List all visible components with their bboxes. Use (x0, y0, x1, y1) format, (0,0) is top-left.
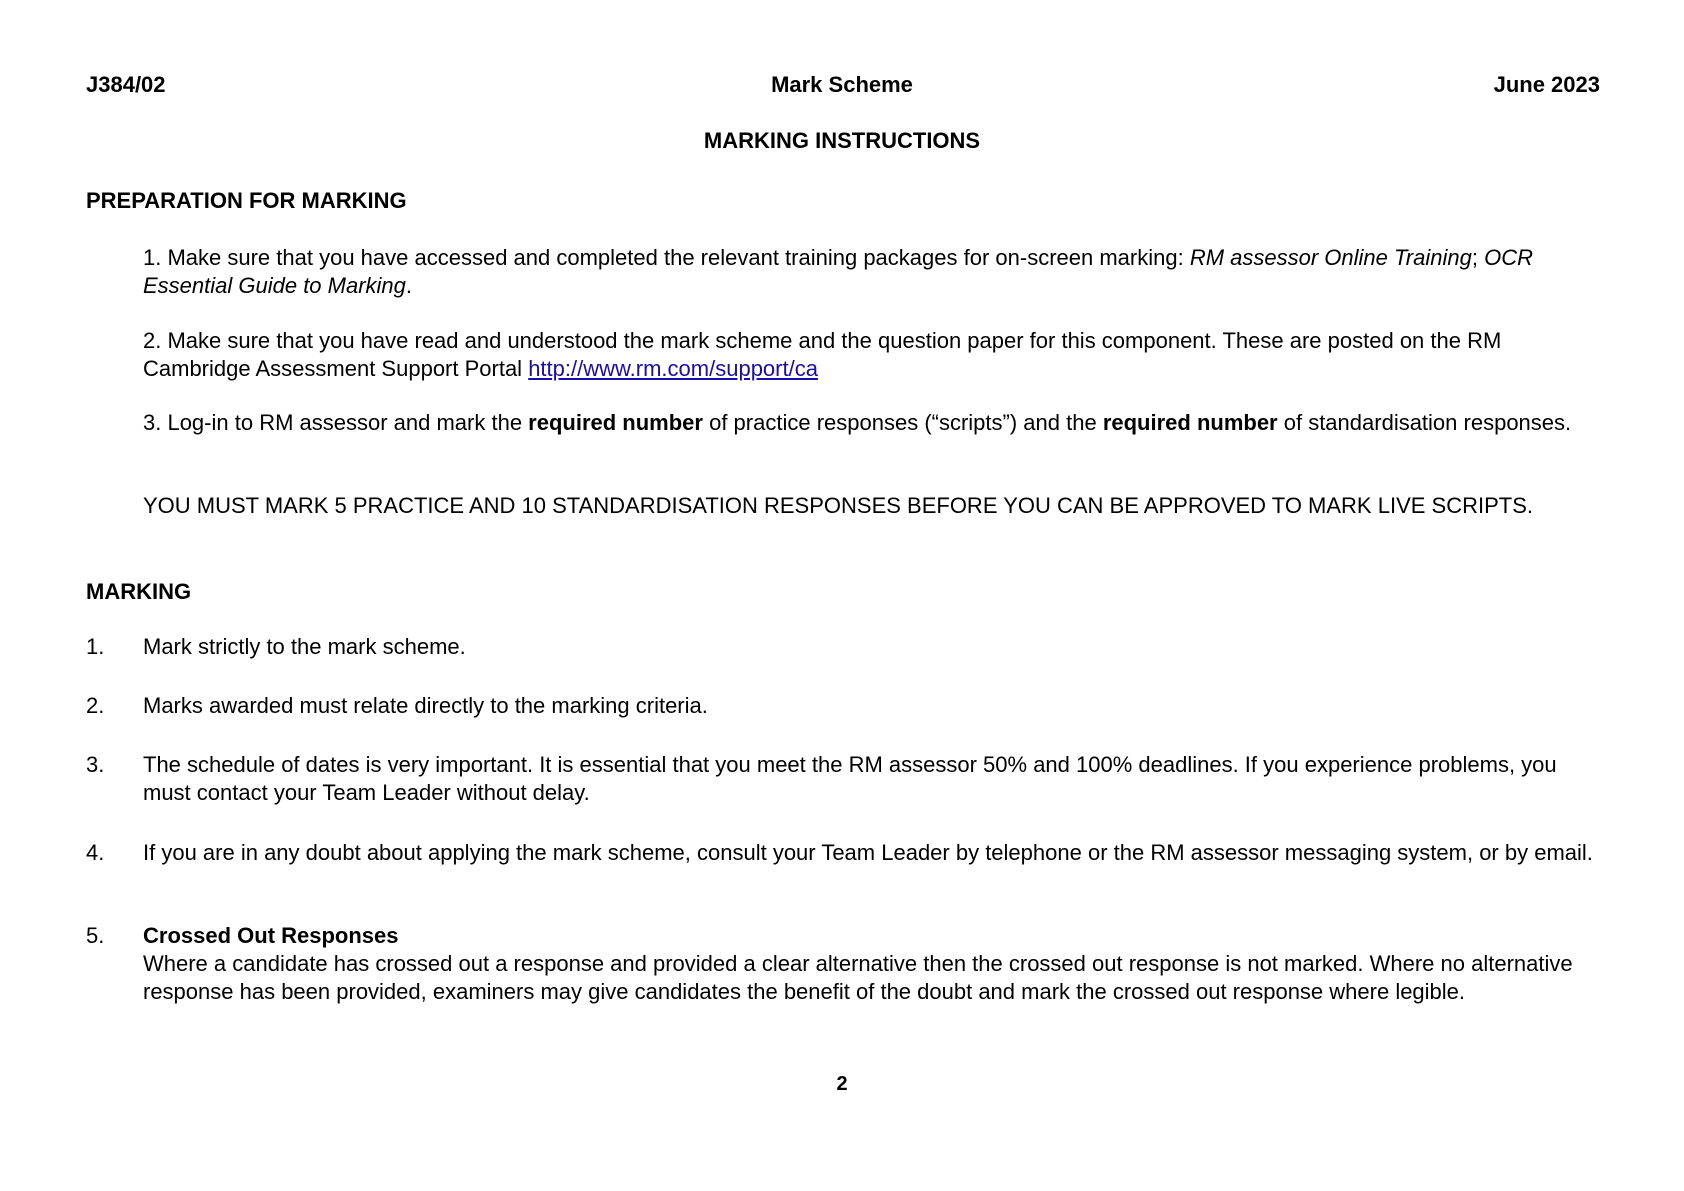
p1-italic-training: RM assessor Online Training (1189, 245, 1472, 270)
support-portal-link[interactable]: http://www.rm.com/support/ca (528, 356, 818, 381)
preparation-paragraph-3 (143, 409, 1605, 437)
item-text: Mark strictly to the mark scheme. (143, 634, 466, 659)
p3-bold-1: required number (528, 410, 703, 435)
main-title: MARKING INSTRUCTIONS (703, 128, 981, 153)
paper-code: J384/02 (86, 72, 166, 97)
item-body (143, 922, 1606, 1006)
item-number: 3. (86, 752, 105, 777)
p1-end: . (405, 273, 413, 298)
item-number: 5. (86, 923, 105, 948)
item-subheading: Crossed Out Responses (143, 923, 399, 948)
marking-item-4 (86, 839, 1606, 867)
item-text: Where a candidate has crossed out a response and provided a clear alternative then the crossed out response is not marked. Where no alternative response has been provided, examiners may give candidates the benefit of the doubt and mark the crossed out response where legible. (143, 951, 1573, 1004)
marking-item-2 (86, 692, 1606, 720)
p2-text: 2. Make sure that you have read and understood the mark scheme and the question paper for this component. These are posted on the RM Cambridge Assessment Support Portal (143, 328, 1502, 381)
p1-text: 1. Make sure that you have accessed and completed the relevant training packages for on-screen marking: (143, 245, 1190, 270)
item-number: 1. (86, 634, 105, 659)
p3-text-a: 3. Log-in to RM assessor and mark the (143, 410, 529, 435)
header-title: Mark Scheme (771, 72, 913, 97)
preparation-paragraph-4: YOU MUST MARK 5 PRACTICE AND 10 STANDARDISATION RESPONSES BEFORE YOU CAN BE APPROVED TO MARK LIVE SCRIPTS. (143, 493, 1533, 518)
header-date: June 2023 (1493, 72, 1600, 97)
marking-item-1 (86, 633, 1606, 661)
marking-item-5 (86, 922, 1606, 1006)
preparation-paragraph-2 (143, 327, 1605, 383)
marking-heading: MARKING (86, 579, 192, 604)
p1-italic-guide: OCR Essential Guide to Marking (143, 245, 1533, 298)
p3-bold-2: required number (1102, 410, 1278, 435)
preparation-paragraph-1 (143, 244, 1605, 300)
preparation-heading: PREPARATION FOR MARKING (86, 188, 407, 213)
item-text: If you are in any doubt about applying the mark scheme, consult your Team Leader by telephone or the RM assessor messaging system, or by email. (143, 840, 1593, 865)
p3-text-d: of standardisation responses. (1277, 410, 1572, 435)
item-number: 4. (86, 840, 105, 865)
item-text: The schedule of dates is very important. It is essential that you meet the RM assessor 50% and 100% deadlines. If you experience problems, you must contact your Team Leader without delay. (143, 752, 1557, 805)
item-text: Marks awarded must relate directly to the marking criteria. (143, 693, 708, 718)
page-number: 2 (836, 1073, 848, 1095)
p3-text-c: of practice responses (“scripts”) and the (702, 410, 1103, 435)
marking-item-3 (86, 751, 1606, 807)
p1-separator: ; (1471, 245, 1485, 270)
item-number: 2. (86, 693, 105, 718)
